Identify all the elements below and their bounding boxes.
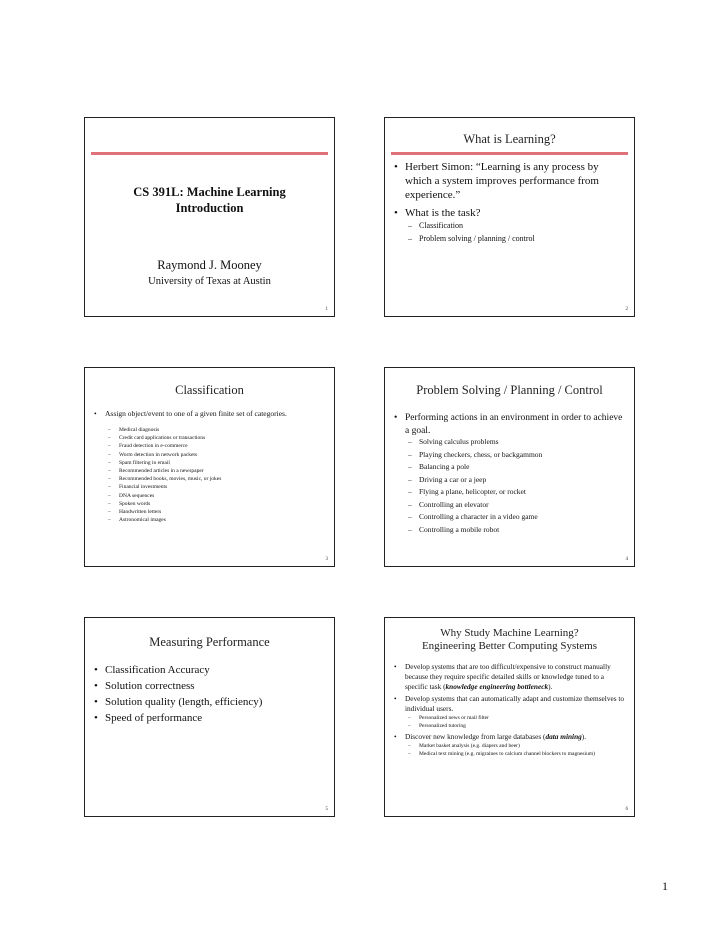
list-item: – Astronomical images — [105, 516, 326, 524]
list-item: – Medical diagnosis — [105, 426, 326, 434]
list-item: • Solution quality (length, efficiency) — [91, 694, 326, 710]
list-item: – Financial investments — [105, 483, 326, 491]
author: Raymond J. Mooney — [157, 258, 262, 272]
list-item: – DNA sequences — [105, 492, 326, 500]
list-item: • Classification Accuracy — [91, 662, 326, 678]
bullet-list — [91, 662, 326, 726]
list-item: – Driving a car or a jeep — [405, 474, 626, 487]
list-item: • Discover new knowledge from large databases (data mining). – Market basket analysis (e.g. diapers and beer) – Medical text mining (e.g. migraines to calcium channel blockers to magnesium) — [391, 732, 626, 758]
slide-number: 3 — [325, 557, 328, 562]
list-item: – Recommended books, movies, music, or jokes — [105, 475, 326, 483]
sub-list — [105, 426, 326, 524]
affiliation: University of Texas at Austin — [148, 276, 271, 287]
slide-title: Problem Solving / Planning / Control — [416, 383, 603, 397]
list-item: – Flying a plane, helicopter, or rocket — [405, 486, 626, 499]
list-item: – Personalized news or mail filter — [405, 714, 626, 722]
accent-line — [391, 152, 628, 155]
bullet-list — [391, 412, 626, 437]
slide-title: Measuring Performance — [149, 635, 270, 649]
list-item: – Controlling an elevator — [405, 499, 626, 512]
slide-title: Why Study Machine Learning? Engineering Better Computing Systems — [421, 627, 598, 652]
slide-number: 6 — [625, 807, 628, 812]
slide-1 — [84, 117, 335, 317]
sub-list — [405, 714, 626, 730]
list-item: • Develop systems that are too difficult/expensive to construct manually because they require specific detailed skills or knowledge tuned to a specific task (knowledge engineering bottleneck). — [391, 662, 626, 692]
bullet-list — [391, 160, 624, 220]
list-item: – Personalized tutoring — [405, 722, 626, 730]
list-item: • What is the task? — [391, 206, 624, 220]
list-item: – Solving calculus problems — [405, 436, 626, 449]
sub-list — [405, 219, 624, 245]
list-item: – Balancing a pole — [405, 461, 626, 474]
list-item: – Credit card applications or transactions — [105, 434, 326, 442]
list-item: – Medical text mining (e.g. migraines to calcium channel blockers to magnesium) — [405, 750, 626, 758]
slide-number: 5 — [325, 807, 328, 812]
list-item: • Assign object/event to one of a given finite set of categories. — [91, 410, 314, 418]
list-item: – Problem solving / planning / control — [405, 232, 624, 245]
list-item: – Fraud detection in e-commerce — [105, 442, 326, 450]
slide-number: 1 — [325, 307, 328, 312]
slide-5 — [84, 617, 335, 817]
list-item: – Playing checkers, chess, or backgammon — [405, 449, 626, 462]
list-item: – Spoken words — [105, 500, 326, 508]
list-item: – Market basket analysis (e.g. diapers and beer) — [405, 742, 626, 750]
slide-number: 2 — [625, 307, 628, 312]
bullet-list — [91, 410, 314, 418]
slide-number: 4 — [625, 557, 628, 562]
list-item: • Performing actions in an environment in order to achieve a goal. — [391, 412, 626, 437]
list-item: – Controlling a mobile robot — [405, 524, 626, 537]
list-item: • Solution correctness — [91, 678, 326, 694]
accent-line — [91, 152, 328, 155]
slide-2 — [384, 117, 635, 317]
slide-title: CS 391L: Machine Learning Introduction — [133, 185, 286, 215]
list-item: – Spam filtering in email — [105, 459, 326, 467]
list-item: – Controlling a character in a video game — [405, 511, 626, 524]
list-item: • Herbert Simon: “Learning is any process by which a system improves performance from experience.” — [391, 160, 624, 202]
list-item: • Speed of performance — [91, 710, 326, 726]
slide-4 — [384, 367, 635, 567]
list-item: – Recommended articles in a newspaper — [105, 467, 326, 475]
list-item: – Handwritten letters — [105, 508, 326, 516]
page-number: 1 — [662, 879, 668, 893]
slide-body — [391, 662, 626, 758]
slide-6 — [384, 617, 635, 817]
slide-title: Classification — [175, 383, 244, 397]
sub-list — [405, 436, 626, 536]
sub-list — [405, 742, 626, 758]
bullet-list — [391, 662, 626, 758]
list-item: – Classification — [405, 219, 624, 232]
slide-3 — [84, 367, 335, 567]
list-item: – Worm detection in network packets — [105, 451, 326, 459]
list-item: • Develop systems that can automatically adapt and customize themselves to individual users. – Personalized news or mail filter – Personalized tutoring — [391, 694, 626, 730]
slide-title: What is Learning? — [463, 132, 556, 146]
